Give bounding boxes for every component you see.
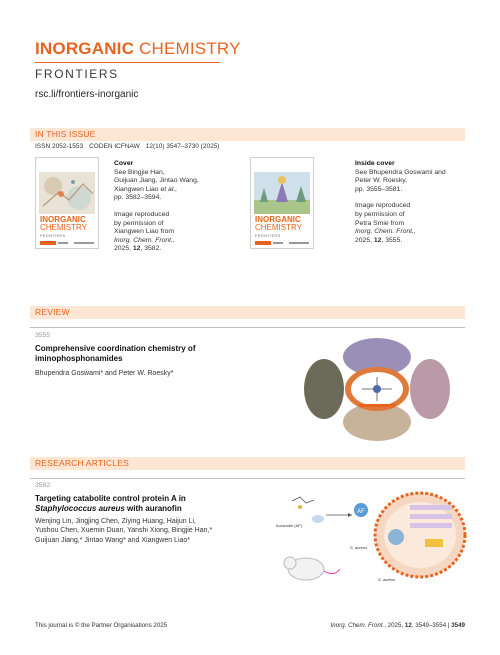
footer-volume: 12 bbox=[404, 622, 412, 629]
review-title-1: Comprehensive coordination chemistry of bbox=[35, 344, 196, 353]
inside-cover-authors-2: Peter W. Roesky, bbox=[355, 177, 407, 185]
coden: CODEN ICFNAW bbox=[89, 143, 140, 150]
cover-authors-3-text: Xiangwen Liao bbox=[114, 185, 161, 193]
review-page-number: 3555 bbox=[35, 332, 51, 339]
footer-citation bbox=[331, 622, 465, 629]
research-graphic-af-label: AF bbox=[357, 509, 365, 515]
cover-credit-vol: 12 bbox=[132, 245, 141, 253]
inside-cover-authors-1: See Bhupendra Goswami and bbox=[355, 168, 446, 176]
inside-cover-pages: pp. 3555–3581. bbox=[355, 185, 403, 193]
footer-journal: Inorg. Chem. Front. bbox=[330, 622, 385, 629]
cover-authors-3 bbox=[114, 186, 199, 195]
inside-cover-credit-page: , 3555. bbox=[381, 236, 403, 244]
cover-credit-3: Xiangwen Liao from bbox=[114, 228, 175, 236]
cover-credit-2: by permission of bbox=[114, 219, 164, 227]
review-authors: Bhupendra Goswami* and Peter W. Roesky* bbox=[35, 370, 174, 377]
research-graphic bbox=[270, 487, 468, 597]
inside-cover-credit-1: Image reproduced bbox=[355, 202, 411, 210]
review-bar bbox=[30, 306, 465, 319]
footer-page-number: 3549 bbox=[451, 622, 465, 629]
research-graphic-saureus-label-2: S. aureus bbox=[378, 577, 396, 582]
research-title-1: Targeting catabolite control protein A in bbox=[35, 494, 186, 503]
inside-cover-credit-3: Petra Smie from bbox=[355, 219, 405, 227]
research-title-rest: with auranofin bbox=[124, 504, 182, 513]
masthead-rule bbox=[35, 62, 220, 63]
journal-name-bold: INORGANIC bbox=[35, 39, 135, 58]
research-title-link[interactable] bbox=[35, 494, 186, 514]
journal-masthead bbox=[35, 39, 241, 81]
inside-cover-heading: Inside cover bbox=[355, 160, 395, 167]
cover-thumb-title-1: INORGANIC bbox=[40, 215, 86, 224]
cover-credit-1: Image reproduced bbox=[114, 210, 170, 218]
cover-credit-year: 2025, bbox=[114, 245, 133, 253]
in-this-issue-bar bbox=[30, 128, 465, 141]
research-authors-2: Yushou Chen, Xuemin Duan, Yanshi Xiong, Bingjie Han,* bbox=[35, 527, 213, 535]
cover-thumb-title-3: FRONTIERS bbox=[40, 234, 66, 238]
inside-cover-thumbnail[interactable] bbox=[250, 157, 314, 249]
journal-name bbox=[35, 39, 241, 59]
inside-cover-thumb-title-1: INORGANIC bbox=[255, 215, 301, 224]
footer-year: , 2025, bbox=[384, 622, 405, 629]
section-heading: IN THIS ISSUE bbox=[35, 129, 96, 139]
cover-thumb-title-2: CHEMISTRY bbox=[40, 223, 87, 232]
cover-authors-2: Guijuan Jiang, Jintao Wang, bbox=[114, 177, 199, 185]
inside-cover-footer-logos bbox=[255, 241, 310, 245]
inside-cover-credit-year: 2025, bbox=[355, 236, 374, 244]
review-rule bbox=[30, 327, 465, 328]
cover-authors-1: See Bingjie Han, bbox=[114, 168, 165, 176]
cover-credit-page: , 3582. bbox=[140, 245, 162, 253]
inside-cover-credit-citation bbox=[355, 237, 446, 246]
research-graphic-auranofin-label: Auranofin (AF) bbox=[276, 523, 303, 528]
footer-pages: , 3549–3554 | bbox=[411, 622, 452, 629]
inside-cover-credit-journal: Inorg. Chem. Front., bbox=[355, 228, 416, 236]
review-graphic bbox=[302, 337, 452, 442]
review-heading: REVIEW bbox=[35, 307, 70, 317]
cover-credit-journal: Inorg. Chem. Front., bbox=[114, 236, 175, 244]
cover-pages: pp. 3582–3594. bbox=[114, 194, 162, 202]
cover-footer-logos bbox=[40, 241, 95, 245]
inside-cover-caption bbox=[355, 160, 446, 245]
review-title-2: iminophosphonamides bbox=[35, 354, 123, 363]
research-rule bbox=[30, 478, 465, 479]
journal-name-light: CHEMISTRY bbox=[134, 39, 241, 58]
journal-subtitle: FRONTIERS bbox=[35, 67, 119, 81]
research-bar bbox=[30, 457, 465, 470]
cover-et-al: et al., bbox=[160, 185, 178, 193]
research-authors bbox=[35, 517, 212, 545]
journal-url-link[interactable]: rsc.li/frontiers-inorganic bbox=[35, 89, 139, 100]
cover-artwork bbox=[39, 172, 95, 214]
inside-cover-thumb-title-2: CHEMISTRY bbox=[255, 223, 302, 232]
cover-credit-citation bbox=[114, 245, 199, 254]
review-title-link[interactable] bbox=[35, 344, 195, 364]
issn-line bbox=[35, 143, 225, 150]
research-authors-1: Wenjing Lin, Jingjing Chen, Ziying Huang, Haijun Li, bbox=[35, 518, 196, 525]
research-heading: RESEARCH ARTICLES bbox=[35, 458, 129, 468]
inside-cover-thumb-title-3: FRONTIERS bbox=[255, 234, 281, 238]
volume-pages: 12(10) 3547–3730 (2025) bbox=[145, 143, 220, 150]
research-title-organism: Staphylococcus aureus bbox=[35, 504, 125, 513]
inside-cover-credit-2: by permission of bbox=[355, 210, 405, 218]
research-authors-3: Guijuan Jiang,* Jintao Wang* and Xiangwen Liao* bbox=[35, 536, 191, 544]
cover-thumbnail[interactable] bbox=[35, 157, 99, 249]
research-page-number: 3582 bbox=[35, 482, 51, 489]
issn: ISSN 2052-1553 bbox=[35, 143, 84, 150]
research-title-2 bbox=[35, 504, 186, 514]
cover-caption bbox=[114, 160, 199, 254]
inside-cover-credit-vol: 12 bbox=[373, 236, 382, 244]
footer-copyright: This journal is © the Partner Organisations 2025 bbox=[35, 622, 168, 629]
cover-heading: Cover bbox=[114, 160, 134, 167]
inside-cover-artwork bbox=[254, 172, 310, 214]
research-graphic-saureus-label: S. aureus bbox=[350, 545, 368, 550]
